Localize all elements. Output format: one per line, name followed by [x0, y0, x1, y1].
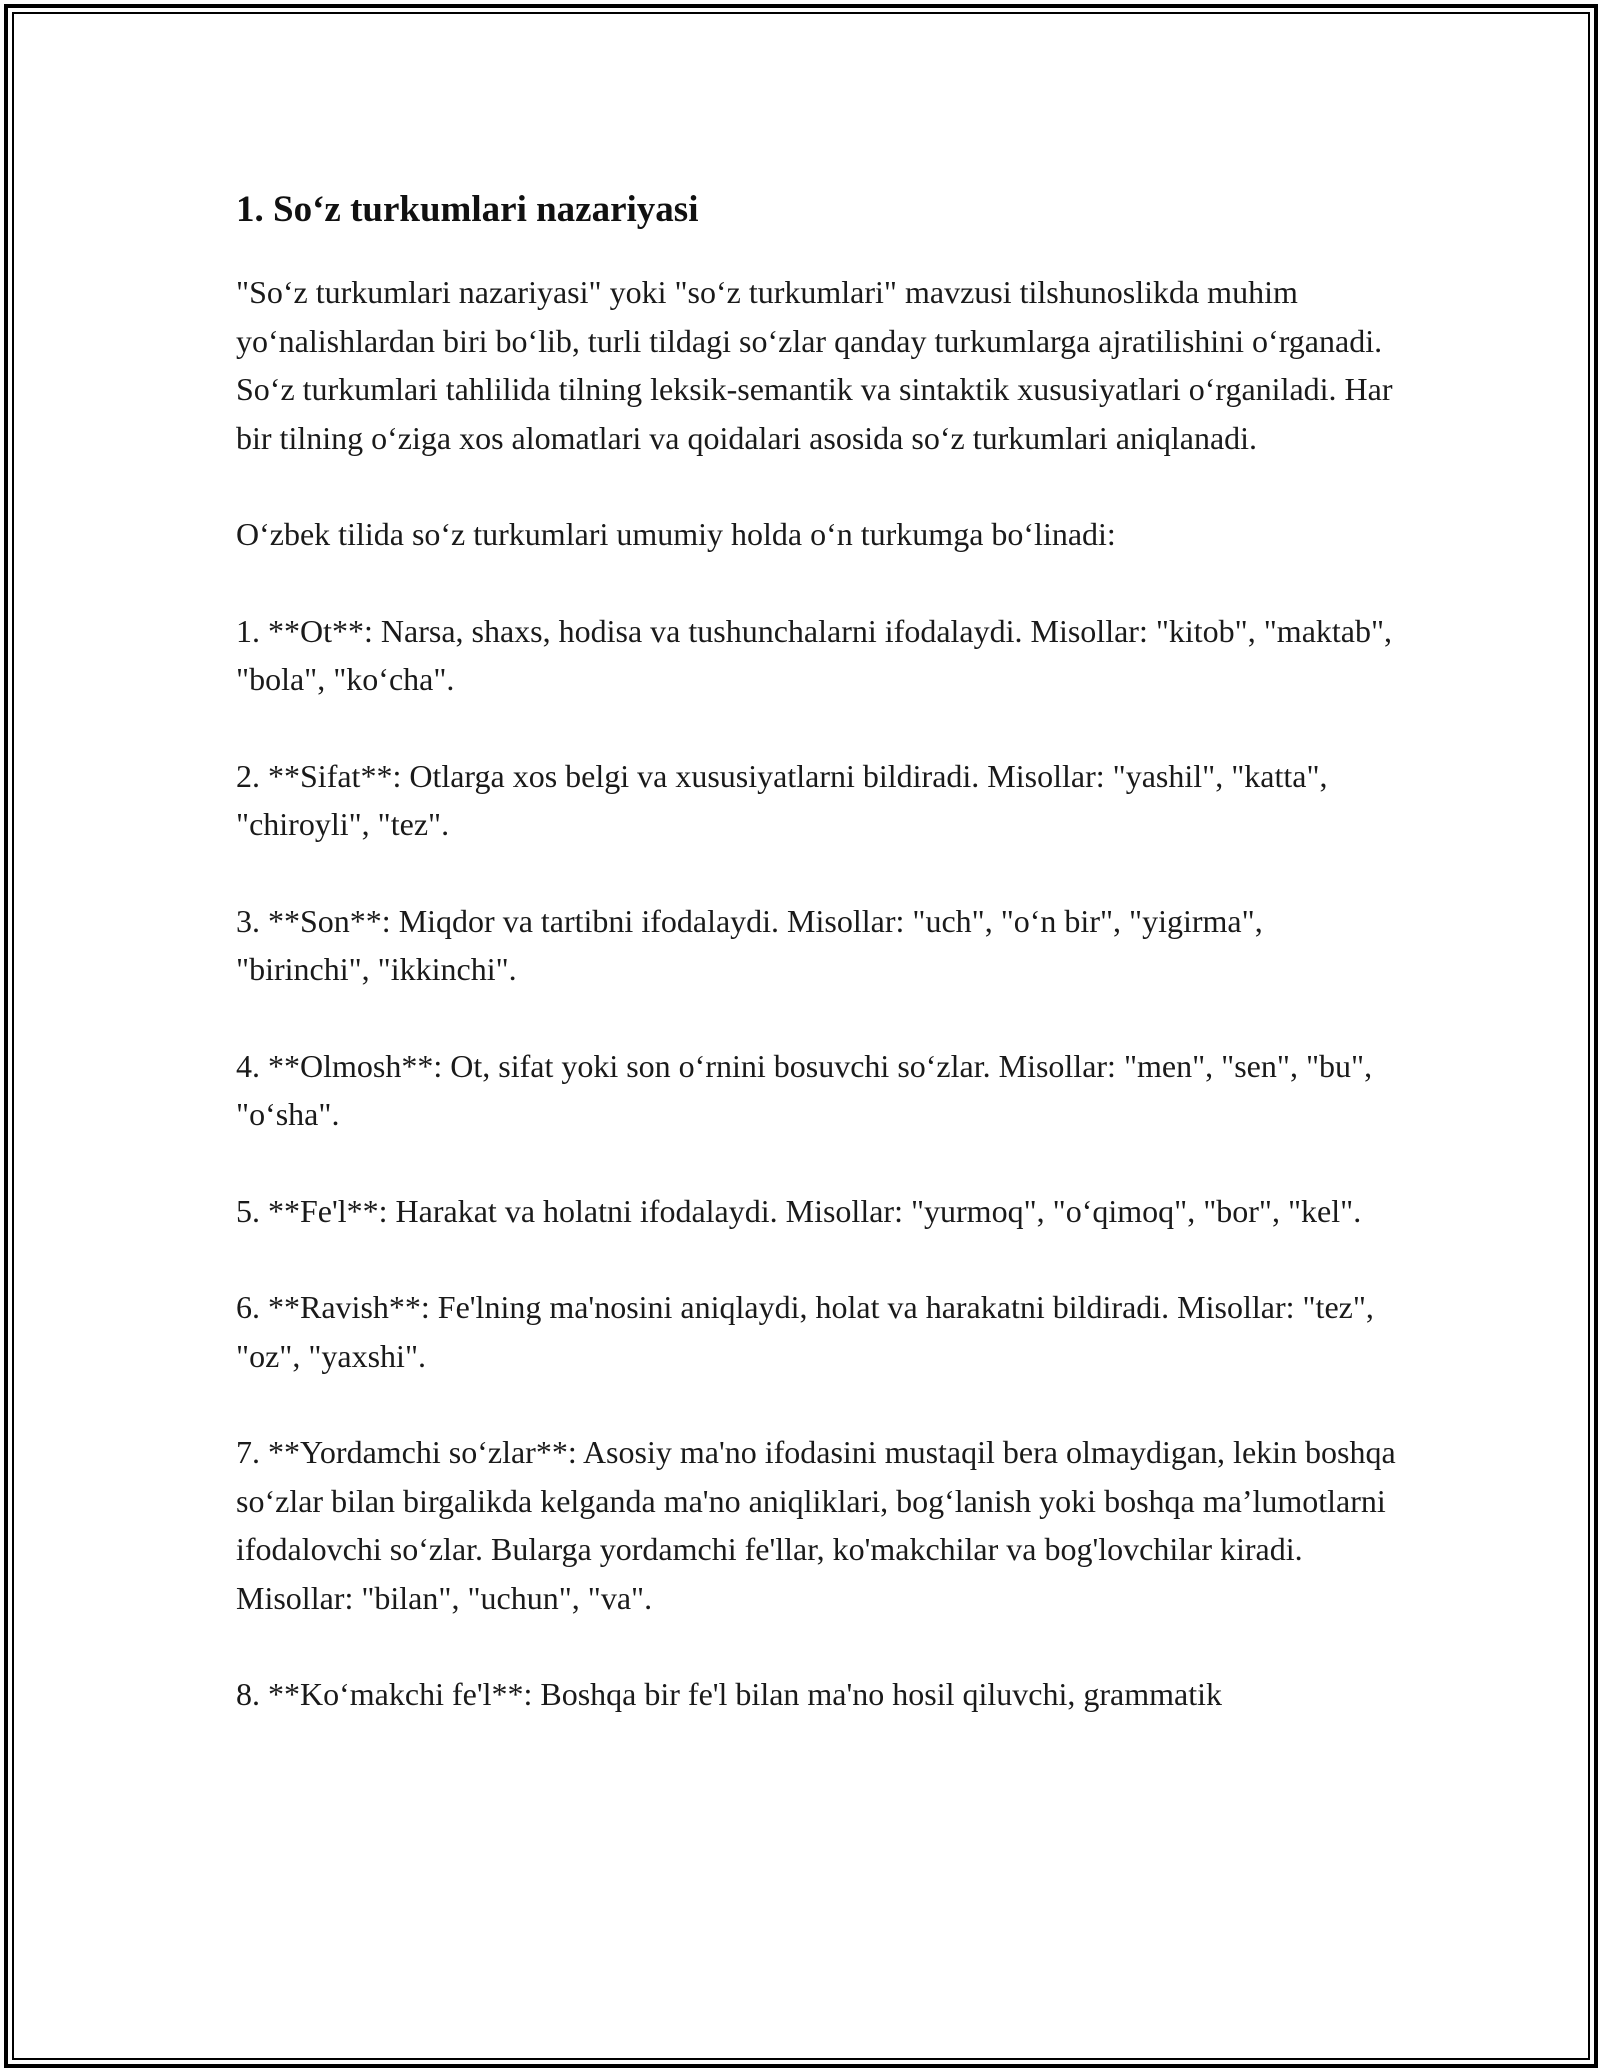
intro-paragraph: "So‘z turkumlari nazariyasi" yoki "so‘z turkumlari" mavzusi tilshunoslikda muhim yo‘nalishlardan biri bo‘lib, turli tildagi so‘zlar qanday turkumlarga ajratilishini o‘rganadi. So‘z turkumlari tahlilida tilning leksik-semantik va sintaktik xususiyatlari o‘rganiladi. Har bir tilning o‘ziga xos alomatlari va qoidalari asosida so‘z turkumlari aniqlanadi. — [236, 274, 1393, 456]
list-item-son: 3. **Son**: Miqdor va tartibni ifodalaydi. Misollar: "uch", "o‘n bir", "yigirma", "birinchi", "ikkinchi". — [236, 902, 1263, 987]
list-item-fel: 5. **Fe'l**: Harakat va holatni ifodalaydi. Misollar: "yurmoq", "o‘qimoq", "bor", "kel". — [236, 1192, 1362, 1229]
list-item-komakchi: 8. **Ko‘makchi fe'l**: Boshqa bir fe'l bilan ma'no hosil qiluvchi, grammatik — [236, 1676, 1222, 1712]
list-item-ot: 1. **Ot**: Narsa, shaxs, hodisa va tushunchalarni ifodalaydi. Misollar: "kitob", "maktab", "bola", "ko‘cha". — [236, 612, 1393, 697]
list-item-sifat: 2. **Sifat**: Otlarga xos belgi va xususiyatlarni bildiradi. Misollar: "yashil", "katta", "chiroyli", "tez". — [236, 757, 1328, 842]
document-body — [236, 186, 1396, 1767]
section-heading: 1. So‘z turkumlari nazariyasi — [236, 189, 699, 230]
classification-paragraph: O‘zbek tilida so‘z turkumlari umumiy holda o‘n turkumga bo‘linadi: — [236, 516, 1116, 552]
list-item-yordamchi: 7. **Yordamchi so‘zlar**: Asosiy ma'no ifodasini mustaqil bera olmaydigan, lekin boshqa so‘zlar bilan birgalikda kelganda ma'no aniqliklari, bog‘lanish yoki boshqa ma’lumotlarni ifodalovchi so‘zlar. Bularga yordamchi fe'llar, ko'makchilar va bog'lovchilar kiradi. Misollar: "bilan", "uchun", "va". — [236, 1434, 1396, 1616]
list-item-olmosh: 4. **Olmosh**: Ot, sifat yoki son o‘rnini bosuvchi so‘zlar. Misollar: "men", "sen", "bu", "o‘sha". — [236, 1047, 1373, 1132]
list-item-ravish: 6. **Ravish**: Fe'lning ma'nosini aniqlaydi, holat va harakatni bildiradi. Misollar: "tez", "oz", "yaxshi". — [236, 1289, 1374, 1374]
